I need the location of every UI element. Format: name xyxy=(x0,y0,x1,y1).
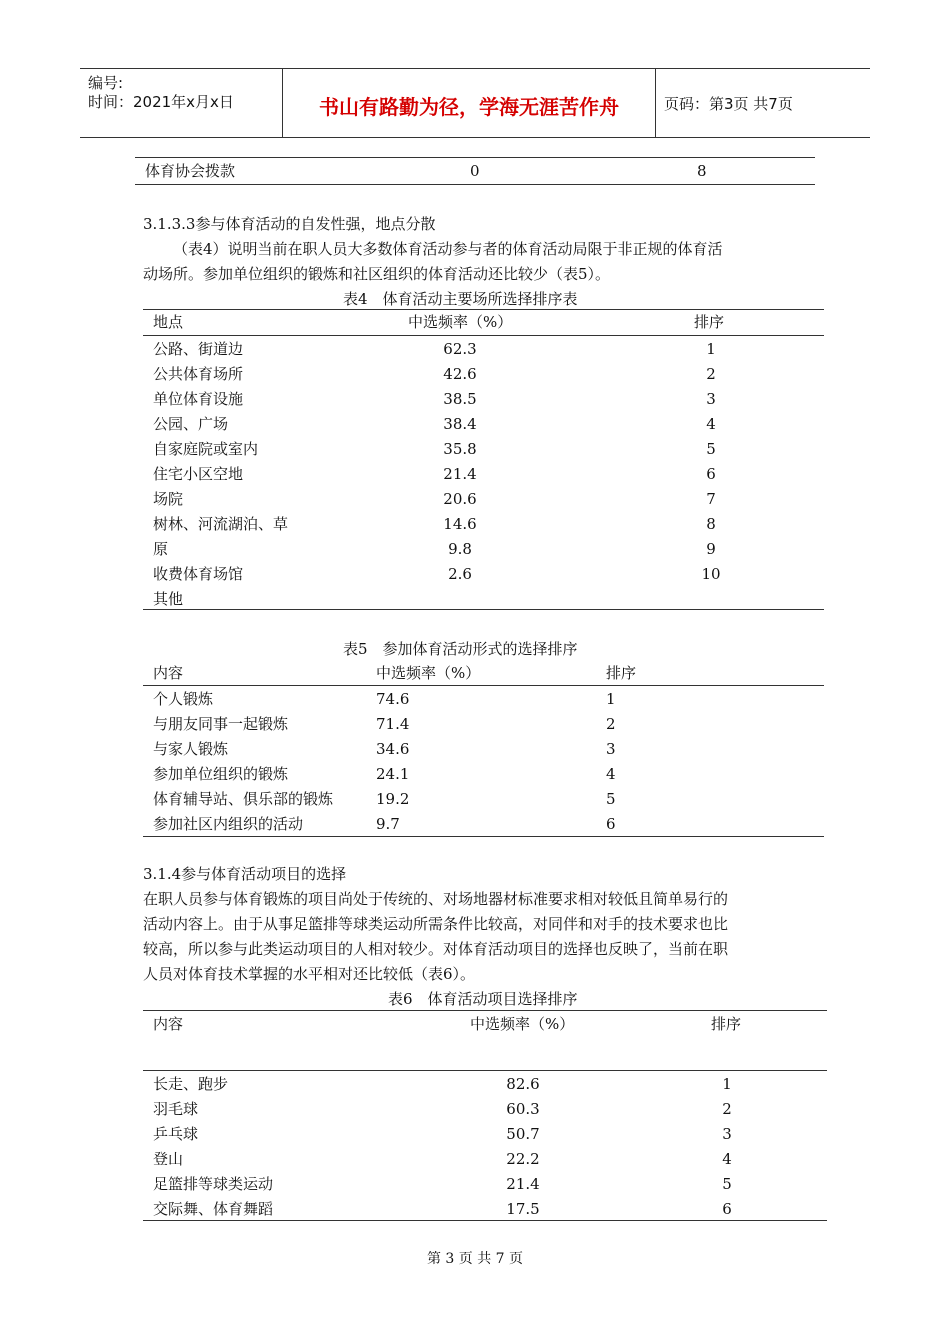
table-row xyxy=(143,337,824,362)
table-cell: 登山 xyxy=(153,1150,184,1168)
table-cell: 交际舞、体育舞蹈 xyxy=(153,1200,274,1218)
top-table xyxy=(135,157,815,185)
table-rule xyxy=(143,609,824,610)
table-cell: 6 xyxy=(606,815,616,833)
table-cell: 17.5 xyxy=(506,1200,540,1218)
column-header: 中选频率（%） xyxy=(408,313,513,331)
table-cell: 22.2 xyxy=(506,1150,540,1168)
page-header xyxy=(80,68,870,138)
table-cell: 3 xyxy=(722,1125,732,1143)
table-row xyxy=(143,387,824,412)
page-number-label: 页码：第3页 共7页 xyxy=(664,95,793,113)
header-page-cell xyxy=(656,69,870,137)
table-cell: 公路、街道边 xyxy=(153,340,244,358)
table-4 xyxy=(143,309,824,611)
table-cell: 公共体育场所 xyxy=(153,365,244,383)
table-caption: 表4 体育活动主要场所选择排序表 xyxy=(343,290,578,308)
table-cell: 1 xyxy=(606,690,616,708)
table-rule xyxy=(143,836,824,837)
table-cell: 8 xyxy=(706,515,716,533)
number-label: 编号: xyxy=(88,74,124,92)
table-header-row xyxy=(143,310,824,335)
table-row xyxy=(143,762,824,787)
table-row xyxy=(143,412,824,437)
table-row xyxy=(143,1097,827,1122)
table-rule xyxy=(143,335,824,336)
table-cell: 4 xyxy=(722,1150,732,1168)
table-row xyxy=(143,512,824,537)
table-row xyxy=(143,1197,827,1222)
table-cell: 羽毛球 xyxy=(153,1100,199,1118)
table-cell: 树林、河流湖泊、草 xyxy=(153,515,289,533)
section-heading: 3.1.3.3参与体育活动的自发性强，地点分散 xyxy=(143,215,436,233)
table-cell: 10 xyxy=(701,565,721,583)
table-cell: 公园、广场 xyxy=(153,415,229,433)
table-cell: 9.7 xyxy=(376,815,400,833)
table-cell: 7 xyxy=(706,490,716,508)
table-cell: 与朋友同事一起锻炼 xyxy=(153,715,289,733)
table-cell: 参加单位组织的锻炼 xyxy=(153,765,289,783)
table-cell: 与家人锻炼 xyxy=(153,740,229,758)
table-cell: 个人锻炼 xyxy=(153,690,214,708)
table-cell: 21.4 xyxy=(443,465,477,483)
table-cell: 收费体育场馆 xyxy=(153,565,244,583)
table-rule xyxy=(143,1220,827,1221)
table-cell: 4 xyxy=(606,765,616,783)
table-cell: 体育辅导站、俱乐部的锻炼 xyxy=(153,790,334,808)
table-cell: 原 xyxy=(153,540,169,558)
table-rule xyxy=(135,184,815,185)
table-row xyxy=(143,362,824,387)
table-cell: 38.4 xyxy=(443,415,477,433)
column-header: 中选频率（%） xyxy=(376,664,481,682)
table-row xyxy=(143,537,824,562)
table-cell: 24.1 xyxy=(376,765,410,783)
table-row xyxy=(143,787,824,812)
table-row xyxy=(143,712,824,737)
table-row xyxy=(143,562,824,587)
column-header: 内容 xyxy=(153,1015,184,1033)
table-cell: 60.3 xyxy=(506,1100,540,1118)
table-cell: 4 xyxy=(706,415,716,433)
motto-text: 书山有路勤为径，学海无涯苦作舟 xyxy=(319,95,619,119)
table-cell: 体育协会拨款 xyxy=(145,162,236,180)
table-cell: 71.4 xyxy=(376,715,410,733)
table-cell: 9.8 xyxy=(448,540,472,558)
table-caption: 表6 体育活动项目选择排序 xyxy=(388,990,578,1008)
table-cell: 20.6 xyxy=(443,490,477,508)
table-cell: 34.6 xyxy=(376,740,410,758)
table-cell: 19.2 xyxy=(376,790,410,808)
column-header: 排序 xyxy=(606,664,637,682)
table-rule xyxy=(135,157,815,158)
paragraph-line: （表4）说明当前在职人员大多数体育活动参与者的体育活动局限于非正规的体育活 xyxy=(173,240,723,258)
table-cell: 62.3 xyxy=(443,340,477,358)
table-rule xyxy=(143,1010,827,1011)
table-row xyxy=(143,437,824,462)
table-cell: 乒乓球 xyxy=(153,1125,199,1143)
paragraph-line: 较高，所以参与此类运动项目的人相对较少。对体育活动项目的选择也反映了，当前在职 xyxy=(143,940,729,958)
table-cell: 21.4 xyxy=(506,1175,540,1193)
header-motto-cell xyxy=(283,69,656,137)
table-6 xyxy=(143,1010,827,1222)
table-row xyxy=(143,462,824,487)
table-caption: 表5 参加体育活动形式的选择排序 xyxy=(343,640,578,658)
table-header-row xyxy=(143,1012,827,1037)
table-cell: 参加社区内组织的活动 xyxy=(153,815,304,833)
column-header: 中选频率（%） xyxy=(470,1015,575,1033)
table-cell: 自家庭院或室内 xyxy=(153,440,259,458)
paragraph-line: 人员对体育技术掌握的水平相对还比较低（表6）。 xyxy=(143,965,476,983)
table-cell: 3 xyxy=(606,740,616,758)
time-label: 时间：2021年x月x日 xyxy=(88,93,234,111)
table-cell: 场院 xyxy=(153,490,184,508)
table-row xyxy=(143,1147,827,1172)
table-row xyxy=(143,687,824,712)
paragraph-line: 在职人员参与体育锻炼的项目尚处于传统的、对场地器材标准要求相对较低且简单易行的 xyxy=(143,890,729,908)
table-cell: 1 xyxy=(706,340,716,358)
table-cell: 6 xyxy=(706,465,716,483)
table-cell: 42.6 xyxy=(443,365,477,383)
table-row xyxy=(143,737,824,762)
table-cell: 其他 xyxy=(153,590,184,608)
table-cell: 2 xyxy=(706,365,716,383)
table-cell: 50.7 xyxy=(506,1125,540,1143)
table-cell: 6 xyxy=(722,1200,732,1218)
table-row xyxy=(143,1172,827,1197)
table-row xyxy=(143,1122,827,1147)
table-cell: 单位体育设施 xyxy=(153,390,244,408)
table-cell: 5 xyxy=(706,440,716,458)
table-cell: 住宅小区空地 xyxy=(153,465,244,483)
table-cell: 5 xyxy=(722,1175,732,1193)
table-row xyxy=(143,1072,827,1097)
table-5 xyxy=(143,660,824,838)
column-header: 排序 xyxy=(694,313,725,331)
table-cell: 74.6 xyxy=(376,690,410,708)
table-cell: 长走、跑步 xyxy=(153,1075,229,1093)
paragraph-line: 动场所。参加单位组织的锻炼和社区组织的体育活动还比较少（表5）。 xyxy=(143,265,611,283)
table-cell: 1 xyxy=(722,1075,732,1093)
table-cell: 2.6 xyxy=(448,565,472,583)
table-header-row xyxy=(143,661,824,686)
table-cell: 5 xyxy=(606,790,616,808)
table-cell: 8 xyxy=(697,162,707,180)
table-cell: 2 xyxy=(722,1100,732,1118)
column-header: 地点 xyxy=(153,313,184,331)
table-cell: 9 xyxy=(706,540,716,558)
table-row xyxy=(143,812,824,837)
table-cell: 35.8 xyxy=(443,440,477,458)
table-rule xyxy=(143,685,824,686)
table-row xyxy=(135,159,815,184)
paragraph-line: 活动内容上。由于从事足篮排等球类运动所需条件比较高，对同伴和对手的技术要求也比 xyxy=(143,915,729,933)
table-cell: 足篮排等球类运动 xyxy=(153,1175,274,1193)
table-rule xyxy=(143,1070,827,1071)
table-row xyxy=(143,487,824,512)
table-cell: 82.6 xyxy=(506,1075,540,1093)
table-cell: 14.6 xyxy=(443,515,477,533)
column-header: 排序 xyxy=(711,1015,742,1033)
table-cell: 0 xyxy=(470,162,480,180)
page-footer: 第 3 页 共 7 页 xyxy=(426,1251,524,1267)
section-heading: 3.1.4参与体育活动项目的选择 xyxy=(143,865,347,883)
table-cell: 38.5 xyxy=(443,390,477,408)
table-cell: 3 xyxy=(706,390,716,408)
table-cell: 2 xyxy=(606,715,616,733)
column-header: 内容 xyxy=(153,664,184,682)
header-info-cell xyxy=(80,69,283,137)
